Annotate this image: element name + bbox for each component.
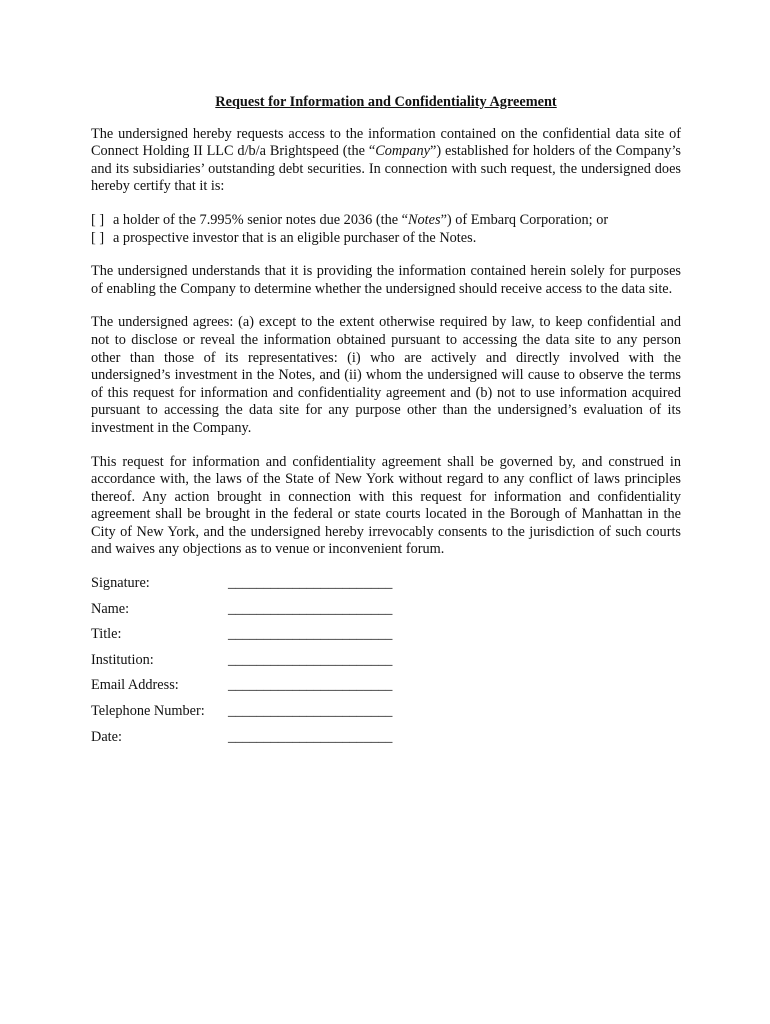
form-row-signature xyxy=(91,575,681,601)
title-line[interactable]: _______________________ xyxy=(228,626,393,643)
name-line[interactable]: _______________________ xyxy=(228,600,393,617)
date-label: Date: xyxy=(91,728,122,745)
certification-options xyxy=(91,212,681,247)
company-defined-term: Company xyxy=(375,143,431,160)
telephone-label: Telephone Number: xyxy=(91,703,205,720)
intro-paragraph xyxy=(91,126,681,196)
form-row-email xyxy=(91,677,681,703)
notes-defined-term: Notes xyxy=(408,211,441,228)
form-row-institution xyxy=(91,652,681,678)
investor-checkbox[interactable]: [ ] xyxy=(91,229,105,246)
holder-text-part1: a holder of the 7.995% senior notes due 2036 (the “ xyxy=(113,211,408,228)
governing-law-paragraph: This request for information and confidentiality agreement shall be governed by, and construed in accordance with, the laws of the State of New York without regard to any conflict of laws principles thereof. Any action brought in connection with this request for information and confidentiality agreement shall be brought in the federal or state courts located in the Borough of Manhattan in the City of New York, and the undersigned hereby irrevocably consents to the jurisdiction of such courts and waives any objections as to venue or inconvenient forum. xyxy=(91,453,681,558)
understands-paragraph: The undersigned understands that it is providing the information contained herein solely for purposes of enabling the Company to determine whether the undersigned should receive access to the data site. xyxy=(91,263,681,297)
holder-checkbox[interactable]: [ ] xyxy=(91,211,105,228)
date-line[interactable]: _______________________ xyxy=(228,728,393,745)
institution-label: Institution: xyxy=(91,651,154,668)
title-label: Title: xyxy=(91,626,122,643)
telephone-line[interactable]: _______________________ xyxy=(228,703,393,720)
option-investor xyxy=(91,230,681,248)
signature-label: Signature: xyxy=(91,575,150,592)
intro-text-part2: ”) established for holders of the Company’s and its subsidiaries’ outstanding debt securities. In connection with such request, the undersigned does hereby certify that it is: xyxy=(91,143,681,195)
agrees-paragraph: The undersigned agrees: (a) except to the extent otherwise required by law, to keep confidential and not to disclose or reveal the information obtained pursuant to accessing the data site to any person other than those of its representatives: (i) who are actively and directly involved with the undersigned’s investment in the Notes, and (ii) whom the undersigned will cause to observe the terms of this request for information and confidentiality agreement and (b) not to use information acquired pursuant to accessing the data site for any purpose other than the undersigned’s evaluation of its investment in the Company. xyxy=(91,314,681,436)
institution-line[interactable]: _______________________ xyxy=(228,651,393,668)
form-row-title xyxy=(91,626,681,652)
form-row-name xyxy=(91,601,681,627)
intro-text-part1: The undersigned hereby requests access to the information contained on the confidential data site of Connect Holding II LLC d/b/a Brightspeed (the “ xyxy=(91,125,681,160)
investor-text: a prospective investor that is an eligible purchaser of the Notes. xyxy=(113,229,477,246)
holder-text-part2: ”) of Embarq Corporation; or xyxy=(440,211,609,228)
email-line[interactable]: _______________________ xyxy=(228,677,393,694)
form-row-date xyxy=(91,729,681,755)
signature-form xyxy=(91,575,681,754)
signature-line[interactable]: _______________________ xyxy=(228,575,393,592)
email-label: Email Address: xyxy=(91,677,179,694)
form-row-telephone xyxy=(91,703,681,729)
option-holder xyxy=(91,212,681,230)
document-title: Request for Information and Confidentiality Agreement xyxy=(215,94,557,110)
name-label: Name: xyxy=(91,600,130,617)
